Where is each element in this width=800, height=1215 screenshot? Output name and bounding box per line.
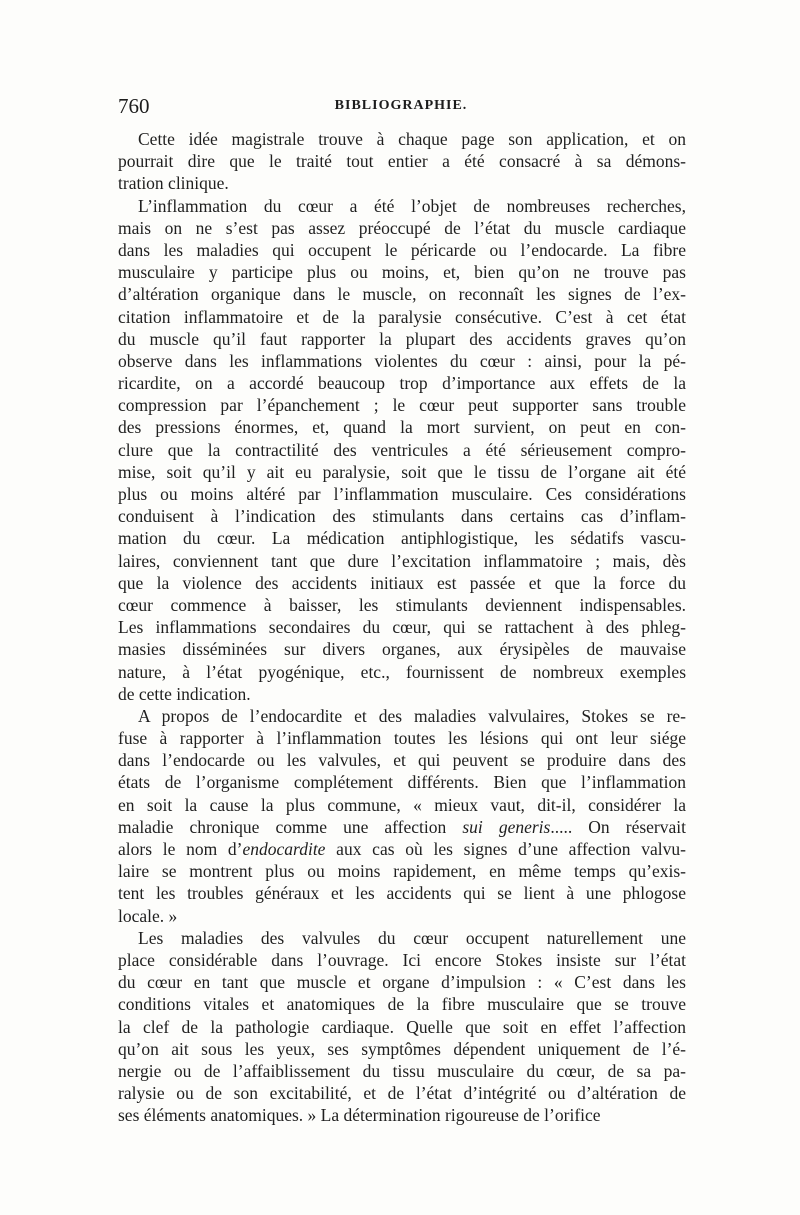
text-line: dans les maladies qui occupent le péricarde ou l’endocarde. La fibre — [118, 239, 686, 260]
text-line: la clef de la pathologie cardiaque. Quelle que soit en effet l’affection — [118, 1016, 686, 1037]
text-line: nergie ou de l’affaiblissement du tissu musculaire du cœur, de sa pa- — [118, 1060, 686, 1081]
text-line: pourrait dire que le traité tout entier a été consacré à sa démons- — [118, 151, 686, 172]
paragraph — [118, 195, 686, 705]
text-line: en soit la cause la plus commune, « mieux vaut, dit-il, considérer la — [118, 794, 686, 815]
text-line: de cette indication. — [118, 683, 251, 704]
text-line: qu’on ait sous les yeux, ses symptômes dépendent uniquement de l’é- — [118, 1038, 686, 1059]
paragraph — [118, 705, 686, 927]
text-line: conduisent à l’indication des stimulants dans certains cas d’inflam- — [118, 506, 686, 527]
text-line: A propos de l’endocardite et des maladies valvulaires, Stokes se re- — [138, 705, 686, 726]
text-line: masies disséminées sur divers organes, aux érysipèles de mauvaise — [118, 639, 686, 660]
text-line: L’inflammation du cœur a été l’objet de nombreuses recherches, — [138, 195, 686, 216]
text-line: citation inflammatoire et de la paralysie consécutive. C’est à cet état — [118, 306, 686, 327]
body-text — [118, 128, 686, 1126]
text-line: clure que la contractilité des ventricules a été sérieusement compro- — [118, 439, 686, 460]
text-line: tration clinique. — [118, 173, 229, 194]
text-line: états de l’organisme complétement différents. Bien que l’inflammation — [118, 772, 686, 793]
text-line: dans l’endocarde ou les valvules, et qui peuvent se produire dans des — [118, 750, 686, 771]
paragraph — [118, 927, 686, 1127]
paragraph — [118, 128, 686, 195]
text-line: alors le nom d’endocardite aux cas où les signes d’une affection valvu- — [118, 839, 686, 859]
text-line: mation du cœur. La médication antiphlogistique, les sédatifs vascu- — [118, 528, 686, 549]
text-line: ralysie ou de son excitabilité, et de l’état d’intégrité ou d’altération de — [118, 1083, 686, 1104]
text-line: Les maladies des valvules du cœur occupent naturellement une — [138, 927, 686, 948]
page-header — [118, 94, 684, 124]
text-line: mais on ne s’est pas assez préoccupé de l’état du muscle cardiaque — [118, 217, 686, 238]
text-line: place considérable dans l’ouvrage. Ici encore Stokes insiste sur l’état — [118, 949, 686, 970]
text-line: plus ou moins altéré par l’inflammation musculaire. Ces considérations — [118, 484, 686, 504]
text-line: du cœur en tant que muscle et organe d’impulsion : « C’est dans les — [118, 972, 686, 993]
text-line: laires, conviennent tant que dure l’excitation inflammatoire ; mais, dès — [118, 550, 686, 571]
text-line: d’altération organique dans le muscle, on reconnaît les signes de l’ex- — [118, 284, 686, 305]
text-line: fuse à rapporter à l’inflammation toutes les lésions qui ont leur siége — [118, 728, 686, 749]
text-line: nature, à l’état pyogénique, etc., fournissent de nombreux exemples — [118, 661, 686, 682]
text-line: tent les troubles généraux et les accidents qui se lient à une phlogose — [118, 883, 686, 904]
text-line: des pressions énormes, et, quand la mort survient, on peut en con- — [118, 417, 686, 438]
text-line: locale. » — [118, 905, 178, 926]
text-line: cœur commence à baisser, les stimulants deviennent indispensables. — [118, 594, 686, 615]
text-line: observe dans les inflammations violentes du cœur : ainsi, pour la pé- — [118, 350, 686, 371]
text-line: maladie chronique comme une affection sui generis..... On réservait — [118, 816, 686, 837]
running-head: BIBLIOGRAPHIE. — [334, 98, 468, 113]
text-line: compression par l’épanchement ; le cœur peut supporter sans trouble — [118, 395, 686, 416]
text-line: que la violence des accidents initiaux est passée et que la force du — [118, 572, 686, 593]
text-line: laire se montrent plus ou moins rapidement, en même temps qu’exis- — [118, 861, 686, 882]
text-line: du muscle qu’il faut rapporter la plupart des accidents graves qu’on — [118, 328, 686, 349]
text-line: Cette idée magistrale trouve à chaque page son application, et on — [138, 129, 686, 149]
text-line: ricardite, on a accordé beaucoup trop d’importance aux effets de la — [118, 373, 686, 394]
text-line: ses éléments anatomiques. » La détermination rigoureuse de l’orifice — [118, 1105, 601, 1126]
text-line: conditions vitales et anatomiques de la fibre musculaire que se trouve — [118, 994, 686, 1015]
text-line: Les inflammations secondaires du cœur, qui se rattachent à des phleg- — [118, 617, 686, 638]
text-line: mise, soit qu’il y ait eu paralysie, soit que le tissu de l’organe ait été — [118, 461, 686, 482]
page-number: 760 — [118, 94, 150, 118]
text-line: musculaire y participe plus ou moins, et, bien qu’on ne trouve pas — [118, 262, 686, 283]
